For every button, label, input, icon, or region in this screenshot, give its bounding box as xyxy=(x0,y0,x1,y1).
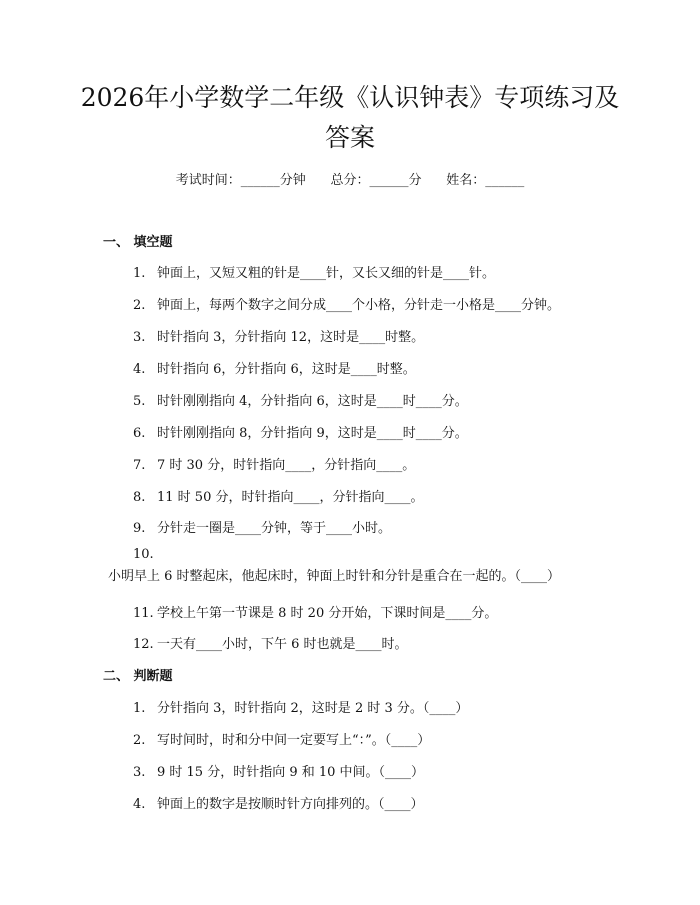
question-item xyxy=(133,761,424,780)
page-title: 2026年小学数学二年级《认识钟表》专项练习及答案 xyxy=(80,83,620,152)
question-number: 11. xyxy=(133,606,154,621)
question-item xyxy=(133,294,560,313)
question-number: 1. xyxy=(133,701,146,716)
question-number: 10. xyxy=(133,547,154,562)
question-text: 7 时 30 分，时针指向____，分针指向____。 xyxy=(157,458,416,473)
question-item xyxy=(133,602,497,621)
question-number: 7. xyxy=(133,458,146,473)
question-text: 时针刚刚指向 4，分针指向 6，这时是____时____分。 xyxy=(157,394,468,409)
question-number: 4. xyxy=(133,362,146,377)
question-item xyxy=(108,544,608,588)
question-text: 写时间时，时和分中间一定要写上“：”。（____） xyxy=(157,733,431,748)
question-item xyxy=(133,326,424,345)
question-item xyxy=(133,633,408,652)
question-text: 时针刚刚指向 8，分针指向 9，这时是____时____分。 xyxy=(157,426,468,441)
question-text: 时针指向 3，分针指向 12，这时是____时整。 xyxy=(157,330,425,345)
question-text: 学校上午第一节课是 8 时 20 分开始，下课时间是____分。 xyxy=(157,606,498,621)
question-item xyxy=(133,793,424,812)
question-text: 分针指向 3，时针指向 2，这时是 2 时 3 分。（____） xyxy=(157,701,469,716)
question-text: 11 时 50 分，时针指向____，分针指向____。 xyxy=(157,490,424,505)
question-text: 时针指向 6，分针指向 6，这时是____时整。 xyxy=(157,362,416,377)
question-text: 9 时 15 分，时针指向 9 和 10 中间。（____） xyxy=(157,765,425,780)
question-number: 3. xyxy=(133,765,146,780)
question-item xyxy=(133,729,430,748)
question-item xyxy=(133,422,468,441)
section-heading-fill-blank: 一、 填空题 xyxy=(103,235,173,250)
question-number: 6. xyxy=(133,426,146,441)
question-text: 钟面上的数字是按顺时针方向排列的。（____） xyxy=(157,797,424,812)
question-number: 1. xyxy=(133,266,146,281)
exam-info-line: 考试时间：______分钟 总分：______分 姓名：______ xyxy=(175,173,525,188)
question-item xyxy=(133,517,391,536)
question-number: 3. xyxy=(133,330,146,345)
question-number: 9. xyxy=(133,521,146,536)
question-text: 小明早上 6 时整起床，他起床时，钟面上时针和分针是重合在一起的。（____） xyxy=(108,569,561,584)
question-number: 4. xyxy=(133,797,146,812)
question-item xyxy=(133,697,468,716)
question-text: 钟面上，每两个数字之间分成____个小格，分针走一小格是____分钟。 xyxy=(157,298,561,313)
question-item xyxy=(133,486,423,505)
question-item xyxy=(133,390,468,409)
question-text: 钟面上，又短又粗的针是____针，又长又细的针是____针。 xyxy=(157,266,496,281)
question-item xyxy=(133,358,416,377)
question-text: 一天有____小时，下午 6 时也就是____时。 xyxy=(157,637,408,652)
question-item xyxy=(133,262,495,281)
question-number: 8. xyxy=(133,490,146,505)
question-number: 2. xyxy=(133,733,146,748)
question-number: 5. xyxy=(133,394,146,409)
question-item xyxy=(133,454,415,473)
question-number: 2. xyxy=(133,298,146,313)
question-text: 分针走一圈是____分钟，等于____小时。 xyxy=(157,521,392,536)
question-number: 12. xyxy=(133,637,154,652)
section-heading-true-false: 二、 判断题 xyxy=(103,669,173,684)
